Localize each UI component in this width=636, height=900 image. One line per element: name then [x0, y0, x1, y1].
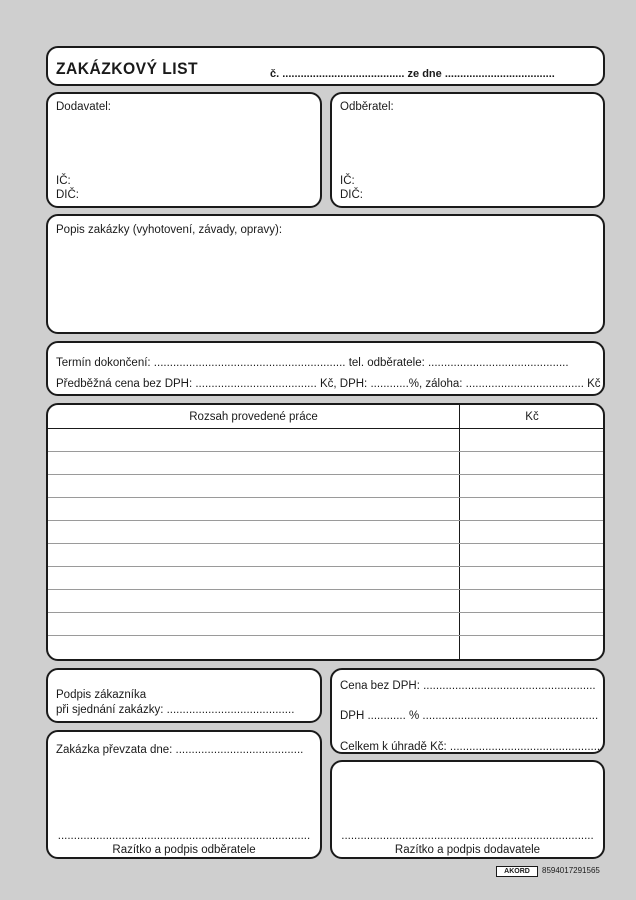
- supplier-ic: IČ:: [56, 175, 71, 187]
- work-table: [46, 403, 605, 661]
- handover-caption: Razítko a podpis odběratele: [112, 844, 256, 856]
- terms-box: [46, 341, 605, 396]
- table-header-work: Rozsah provedené práce: [189, 411, 318, 423]
- supplier-signature-box: [330, 760, 605, 859]
- table-row: [48, 589, 603, 590]
- customer-ic: IČ:: [340, 175, 355, 187]
- table-row: [48, 566, 603, 567]
- totals-total-line: Celkem k úhradě Kč: ...............................................: [340, 741, 601, 753]
- customer-signature-line1: Podpis zákazníka: [56, 689, 147, 701]
- number-date-line: č. ........................................ ze dne ....................................: [270, 68, 555, 80]
- table-row: [48, 497, 603, 498]
- header-box: [46, 46, 605, 86]
- table-row: [48, 520, 603, 521]
- terms-line-price: Předběžná cena bez DPH: ...................................... Kč, DPH: ............%, záloha: ..................................... Kč: [56, 378, 601, 390]
- terms-line-deadline: Termín dokončení: ............................................................ tel. odběratele: ............................................: [56, 357, 569, 369]
- handover-signature-dots: ...............................................................................: [57, 830, 311, 842]
- handover-label: Zakázka převzata dne: ........................................: [56, 744, 304, 756]
- publisher-logo: AKORD: [496, 866, 538, 877]
- table-column-divider: [459, 405, 460, 659]
- table-row: [48, 543, 603, 544]
- supplier-dic: DIČ:: [56, 189, 79, 201]
- supplier-signature-dots: ...............................................................................: [341, 830, 594, 842]
- customer-signature-line2: při sjednání zakázky: ........................................: [56, 704, 295, 716]
- customer-dic: DIČ:: [340, 189, 363, 201]
- customer-signature-box: [46, 668, 322, 723]
- table-row: [48, 474, 603, 475]
- form-title: ZAKÁZKOVÝ LIST: [56, 59, 198, 78]
- table-row: [48, 451, 603, 452]
- barcode-number: 8594017291565: [542, 866, 600, 875]
- table-row: [48, 612, 603, 613]
- supplier-label: Dodavatel:: [56, 101, 111, 113]
- table-row: [48, 635, 603, 636]
- table-header-price: Kč: [525, 411, 539, 423]
- totals-box: [330, 668, 605, 754]
- description-box: [46, 214, 605, 334]
- totals-price-line: Cena bez DPH: ......................................................: [340, 680, 596, 692]
- customer-label: Odběratel:: [340, 101, 394, 113]
- supplier-box: [46, 92, 322, 208]
- table-header-divider: [48, 428, 603, 429]
- totals-vat-line: DPH ............ % .......................................................: [340, 710, 599, 722]
- description-label: Popis zakázky (vyhotovení, závady, opravy):: [56, 224, 283, 236]
- handover-box: [46, 730, 322, 859]
- customer-box: [330, 92, 605, 208]
- supplier-signature-caption: Razítko a podpis dodavatele: [394, 844, 541, 856]
